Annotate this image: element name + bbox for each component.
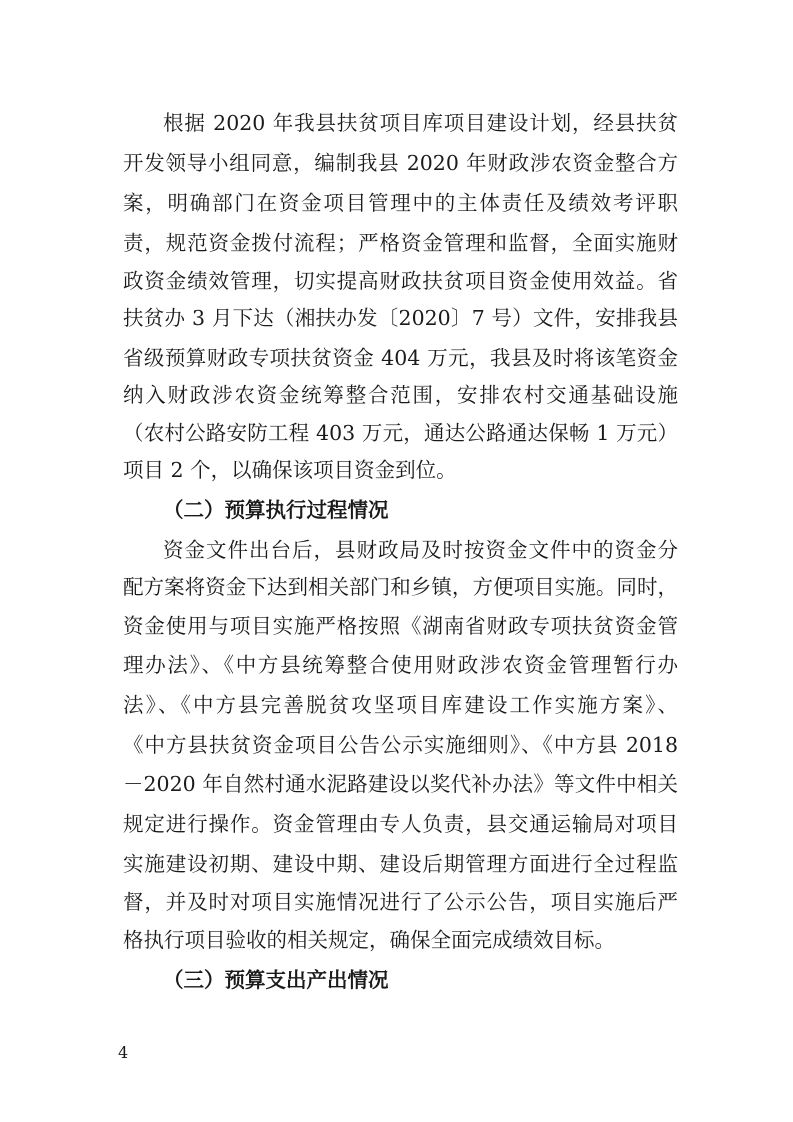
text-line: 项目 2 个，以确保该项目资金到位。 <box>123 458 457 482</box>
text-line: 资金文件出台后，县财政局及时按资金文件中的资金分 <box>163 538 678 562</box>
text-line: 纳入财政涉农资金统筹整合范围，安排农村交通基础设施 <box>123 383 678 407</box>
text-line: 格执行项目验收的相关规定，确保全面完成绩效目标。 <box>123 928 615 952</box>
text-line: 根据 2020 年我县扶贫项目库项目建设计划，经县扶贫 <box>163 111 678 135</box>
text-line: 法》、《中方县完善脱贫攻坚项目库建设工作实施方案》、 <box>123 693 678 717</box>
text-line: 省级预算财政专项扶贫资金 404 万元，我县及时将该笔资金 <box>123 346 678 370</box>
text-line: 理办法》、《中方县统筹整合使用财政涉农资金管理暂行办 <box>123 653 678 677</box>
text-line: （农村公路安防工程 403 万元，通达公路通达保畅 1 万元） <box>123 421 678 445</box>
section-heading-budget-execution: （二）预算执行过程情况 <box>163 498 389 522</box>
page-number: 4 <box>118 1043 129 1062</box>
section-heading-budget-output: （三）预算支出产出情况 <box>163 968 389 992</box>
text-line: 实施建设初期、建设中期、建设后期管理方面进行全过程监 <box>123 852 678 876</box>
text-line: 督，并及时对项目实施情况进行了公示公告，项目实施后严 <box>123 890 678 914</box>
text-line: 开发领导小组同意，编制我县 2020 年财政涉农资金整合方 <box>123 151 678 175</box>
text-line: 资金使用与项目实施严格按照《湖南省财政专项扶贫资金管 <box>123 614 678 638</box>
text-line: 规定进行操作。资金管理由专人负责，县交通运输局对项目 <box>123 812 678 836</box>
text-line: 配方案将资金下达到相关部门和乡镇，方便项目实施。同时， <box>123 575 678 599</box>
text-line: 责，规范资金拨付流程；严格资金管理和监督，全面实施财 <box>123 231 678 255</box>
text-line: －2020 年自然村通水泥路建设以奖代补办法》等文件中相关 <box>123 772 678 796</box>
text-line: 《中方县扶贫资金项目公告公示实施细则》、《中方县 2018 <box>123 733 678 757</box>
text-line: 扶贫办 3 月下达（湘扶办发〔2020〕7 号）文件，安排我县 <box>123 306 678 330</box>
text-line: 政资金绩效管理，切实提高财政扶贫项目资金使用效益。省 <box>123 269 678 293</box>
text-line: 案，明确部门在资金项目管理中的主体责任及绩效考评职 <box>123 191 678 215</box>
